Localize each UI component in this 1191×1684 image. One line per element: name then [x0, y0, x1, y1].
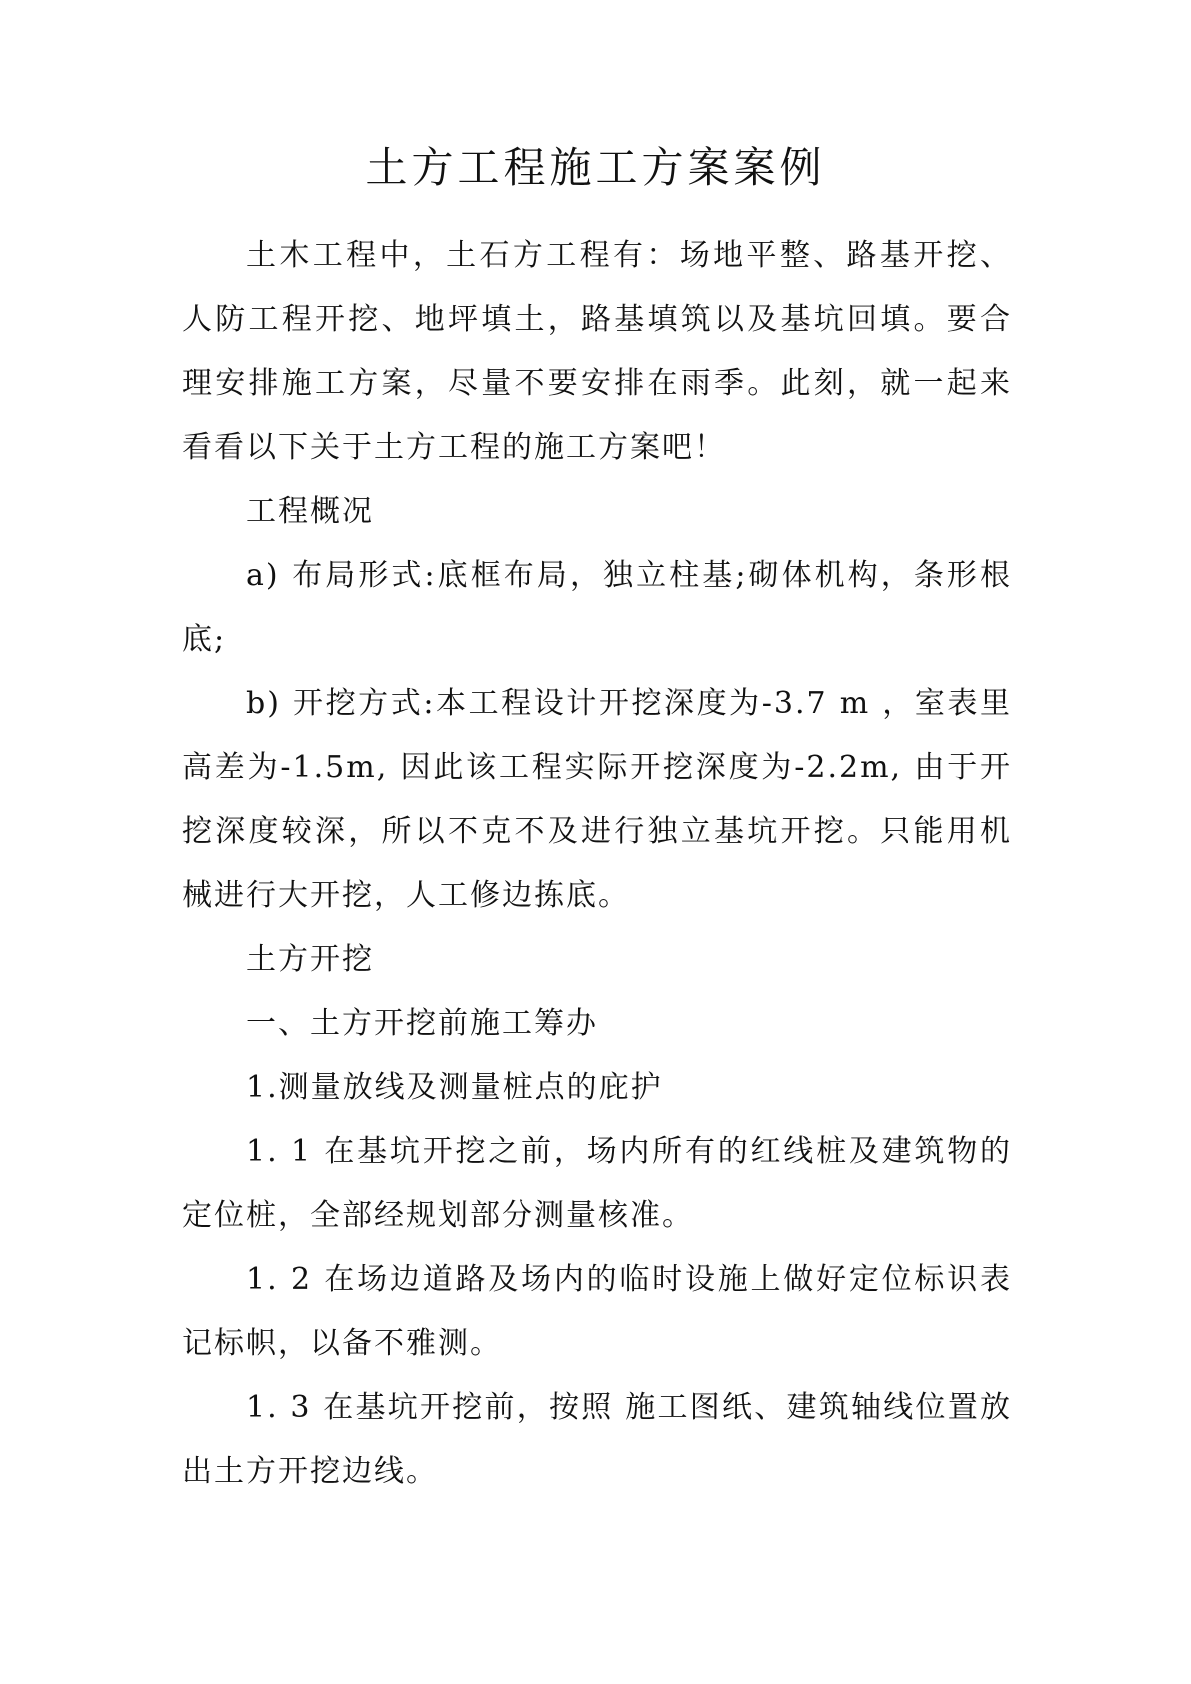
subsection-heading-preparation: 一、土方开挖前施工筹办	[246, 1006, 598, 1041]
item-1-3: 1. 3 在基坑开挖前，按照 施工图纸、建筑轴线位置放出土方开挖边线。	[182, 1390, 1012, 1489]
overview-item-a: a) 布局形式:底框布局，独立柱基;砌体机构，条形根底;	[182, 558, 1012, 657]
intro-paragraph: 土木工程中，土石方工程有：场地平整、路基开挖、人防工程开挖、地坪填土，路基填筑以及基坑回填。要合理安排施工方案，尽量不要安排在雨季。此刻，就一起来看看以下关于土方工程的施工方案吧！	[182, 238, 1012, 465]
overview-item-b: b) 开挖方式:本工程设计开挖深度为-3.7 m ，室表里高差为-1.5m, 因此该工程实际开挖深度为-2.2m, 由于开挖深度较深，所以不克不及进行独立基坑开挖。只能用机械进行大开挖，人工修边拣底。	[182, 686, 1012, 913]
section-heading-excavation: 土方开挖	[246, 942, 374, 977]
section-heading-overview: 工程概况	[246, 494, 374, 529]
item-1-2: 1. 2 在场边道路及场内的临时设施上做好定位标识表记标帜，以备不雅测。	[182, 1262, 1012, 1361]
document-body	[182, 224, 1012, 1504]
document-title: 土方工程施工方案案例	[365, 143, 826, 192]
item-heading-survey: 1.测量放线及测量桩点的庇护	[246, 1070, 663, 1105]
item-1-1: 1. 1 在基坑开挖之前，场内所有的红线桩及建筑物的定位桩，全部经规划部分测量核准。	[182, 1134, 1012, 1233]
